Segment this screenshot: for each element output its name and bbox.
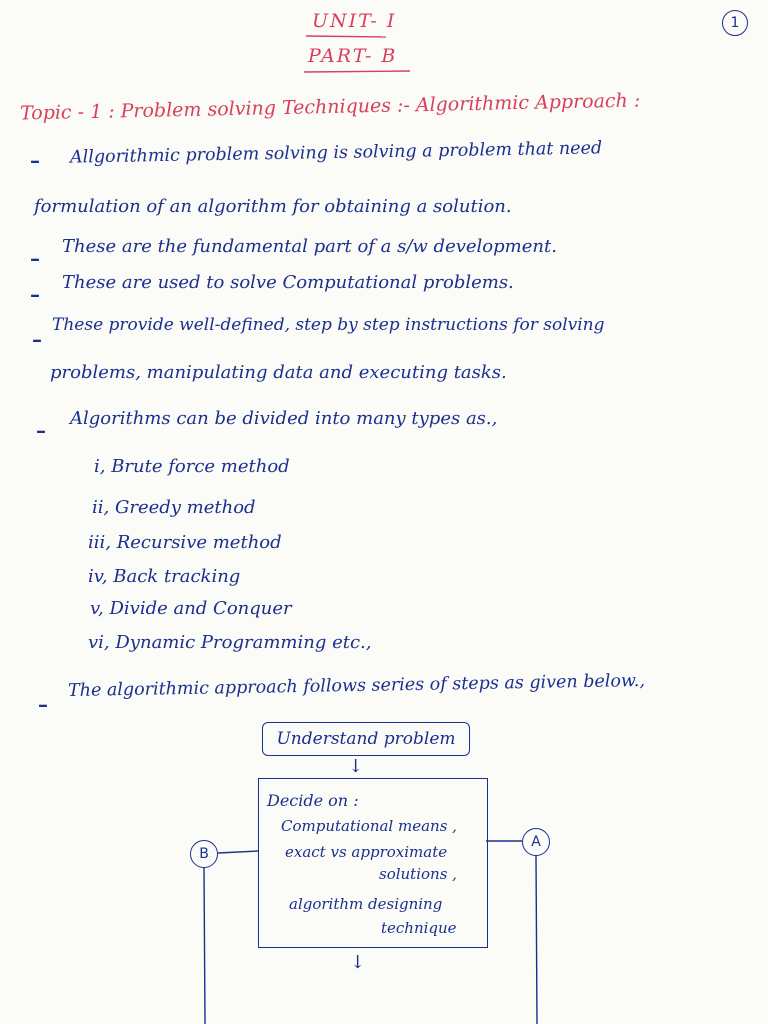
part-heading: PART- B xyxy=(308,45,398,67)
connector-a: A xyxy=(522,828,550,856)
note-line-7: Algorithms can be divided into many types as., xyxy=(70,408,498,429)
note-line-2: formulation of an algorithm for obtaining a solution. xyxy=(34,196,512,217)
note-line-1: Allgorithmic problem solving is solving a problem that need xyxy=(69,138,603,168)
topic-title: Topic - 1 : Problem solving Techniques :- Algorithmic Approach : xyxy=(19,89,641,125)
note-line-5: These provide well-defined, step by step instructions for solving xyxy=(52,315,605,335)
bullet-dash: – xyxy=(30,282,40,306)
note-line-3: These are the fundamental part of a s/w development. xyxy=(62,236,557,257)
bullet-dash: – xyxy=(36,418,46,442)
decide-line: Computational means , xyxy=(281,817,457,835)
decide-line: solutions , xyxy=(379,865,457,883)
type-item: vi, Dynamic Programming etc., xyxy=(88,632,372,653)
decide-line: algorithm designing xyxy=(289,895,443,913)
decide-line: exact vs approximate xyxy=(285,843,448,861)
bullet-dash: – xyxy=(30,148,40,172)
decide-line: technique xyxy=(381,919,457,937)
note-line-4: These are used to solve Computational problems. xyxy=(62,272,514,293)
down-arrow-icon: ↓ xyxy=(350,952,366,973)
decide-title: Decide on : xyxy=(267,791,359,810)
series-line: The algorithmic approach follows series of steps as given below., xyxy=(67,670,646,702)
type-item: v, Divide and Conquer xyxy=(90,598,292,619)
type-item: iii, Recursive method xyxy=(88,532,282,553)
bullet-dash: – xyxy=(30,246,40,270)
type-item: ii, Greedy method xyxy=(92,497,256,518)
connector-b: B xyxy=(190,840,218,868)
bullet-dash: – xyxy=(38,692,48,716)
page-number: 1 xyxy=(722,10,748,36)
type-item: iv, Back tracking xyxy=(88,566,241,587)
note-line-6: problems, manipulating data and executing tasks. xyxy=(50,362,507,383)
down-arrow-icon: ↓ xyxy=(348,756,364,777)
flow-step-label: Understand problem xyxy=(276,729,456,749)
bullet-dash: – xyxy=(32,327,42,351)
unit-heading: UNIT- I xyxy=(312,10,397,32)
type-item: i, Brute force method xyxy=(94,456,290,477)
